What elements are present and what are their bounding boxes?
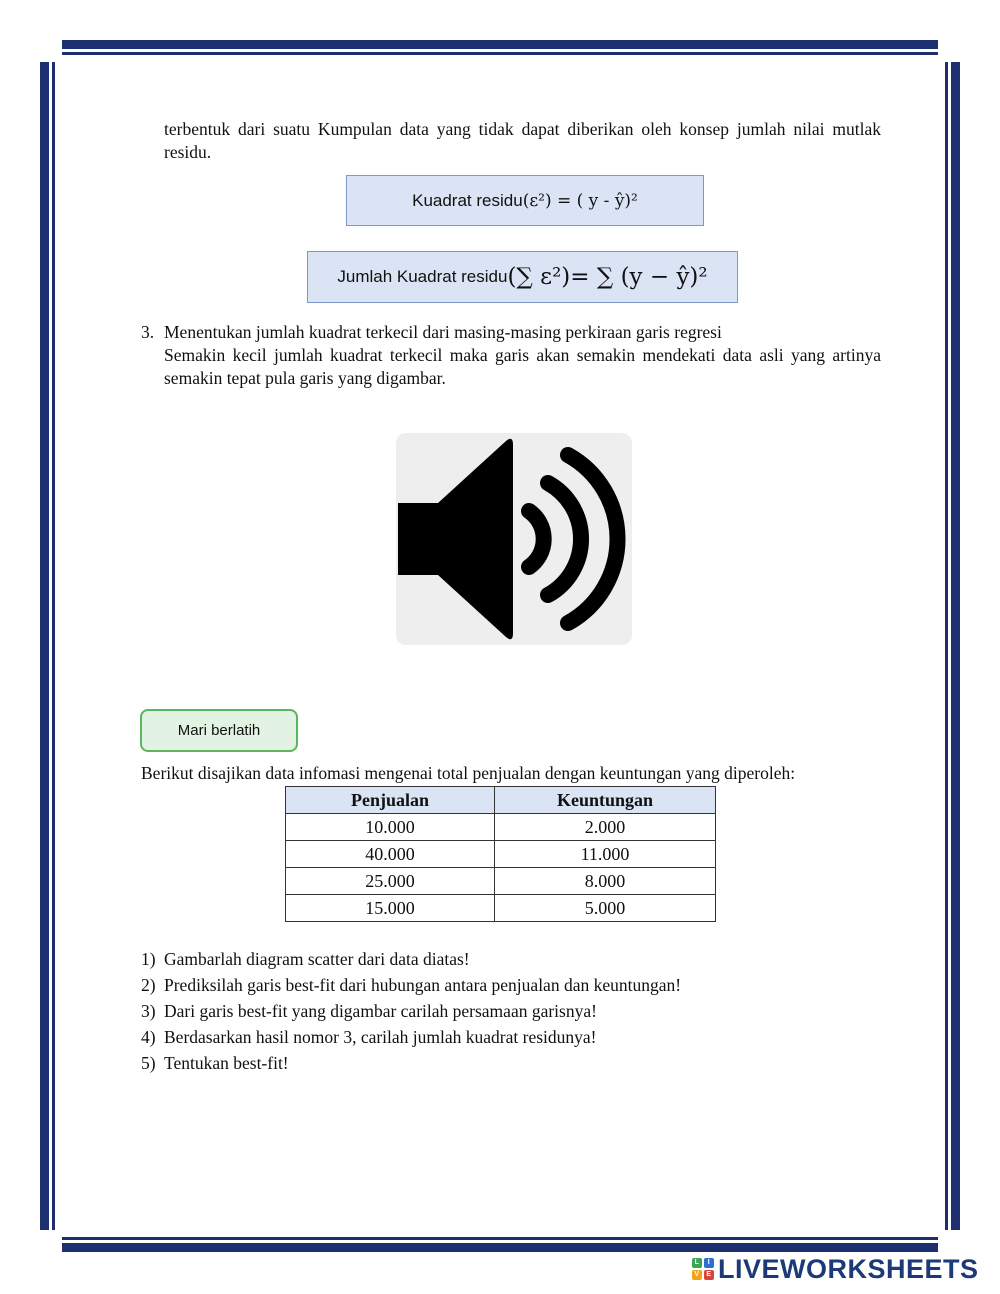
question-number: 3) — [141, 1001, 156, 1021]
step-title: Menentukan jumlah kuadrat terkecil dari masing-masing perkiraan garis regresi — [164, 322, 722, 342]
question-item — [141, 1052, 289, 1075]
question-text: Dari garis best-fit yang digambar carilah persamaan garisnya! — [164, 1001, 597, 1021]
question-item — [141, 948, 470, 971]
question-number: 2) — [141, 975, 156, 995]
liveworksheets-logo[interactable] — [692, 1254, 979, 1284]
question-item — [141, 974, 681, 997]
brand-name: LIVEWORKSHEETS — [718, 1253, 979, 1284]
frame-corner — [40, 40, 62, 62]
table-cell: 5.000 — [495, 895, 716, 922]
question-text: Gambarlah diagram scatter dari data diatas! — [164, 949, 470, 969]
formula-sum-squared-residual — [307, 251, 738, 303]
data-table — [285, 786, 716, 922]
question-text: Tentukan best-fit! — [164, 1053, 289, 1073]
formula-squared-residual — [346, 175, 704, 226]
question-number: 5) — [141, 1053, 156, 1073]
table-row — [286, 841, 716, 868]
speaker-icon[interactable] — [396, 433, 632, 645]
intro-paragraph: terbentuk dari suatu Kumpulan data yang tidak dapat diberikan oleh konsep jumlah nilai mutlak residu. — [164, 119, 881, 162]
table-cell: 8.000 — [495, 868, 716, 895]
formula-expression: (ε²) = ( y - ŷ)² — [522, 190, 638, 211]
frame-corner — [938, 1230, 960, 1252]
table-cell: 11.000 — [495, 841, 716, 868]
formula-label: Jumlah Kuadrat residu — [337, 267, 508, 286]
question-item — [141, 1000, 597, 1023]
table-cell: 15.000 — [286, 895, 495, 922]
step-3-text: Semakin kecil jumlah kuadrat terkecil maka garis akan semakin mendekati data asli yang artinya semakin tepat pula garis yang digambar. — [164, 345, 881, 388]
column-header: Keuntungan — [495, 787, 716, 814]
question-text: Prediksilah garis best-fit dari hubungan antara penjualan dan keuntungan! — [164, 975, 682, 995]
table-cell: 25.000 — [286, 868, 495, 895]
table-cell: 2.000 — [495, 814, 716, 841]
question-text: Berdasarkan hasil nomor 3, carilah jumlah kuadrat residunya! — [164, 1027, 597, 1047]
table-row — [286, 895, 716, 922]
table-intro: Berikut disajikan data infomasi mengenai total penjualan dengan keuntungan yang diperoleh: — [141, 763, 796, 783]
question-number: 4) — [141, 1027, 156, 1047]
practice-button[interactable]: Mari berlatih — [140, 709, 298, 752]
column-header: Penjualan — [286, 787, 495, 814]
frame-corner — [40, 1230, 62, 1252]
table-row — [286, 868, 716, 895]
table-cell: 40.000 — [286, 841, 495, 868]
question-number: 1) — [141, 949, 156, 969]
step-3-heading — [141, 321, 722, 344]
formula-label: Kuadrat residu — [412, 190, 523, 210]
formula-expression: (∑ ε²)= ∑ (y − ŷ)² — [507, 264, 708, 290]
step-number: 3. — [141, 322, 155, 342]
logo-icon: L I V E — [692, 1258, 714, 1280]
table-row — [286, 814, 716, 841]
frame-corner — [938, 40, 960, 62]
question-item — [141, 1026, 597, 1049]
table-header-row — [286, 787, 716, 814]
table-cell: 10.000 — [286, 814, 495, 841]
